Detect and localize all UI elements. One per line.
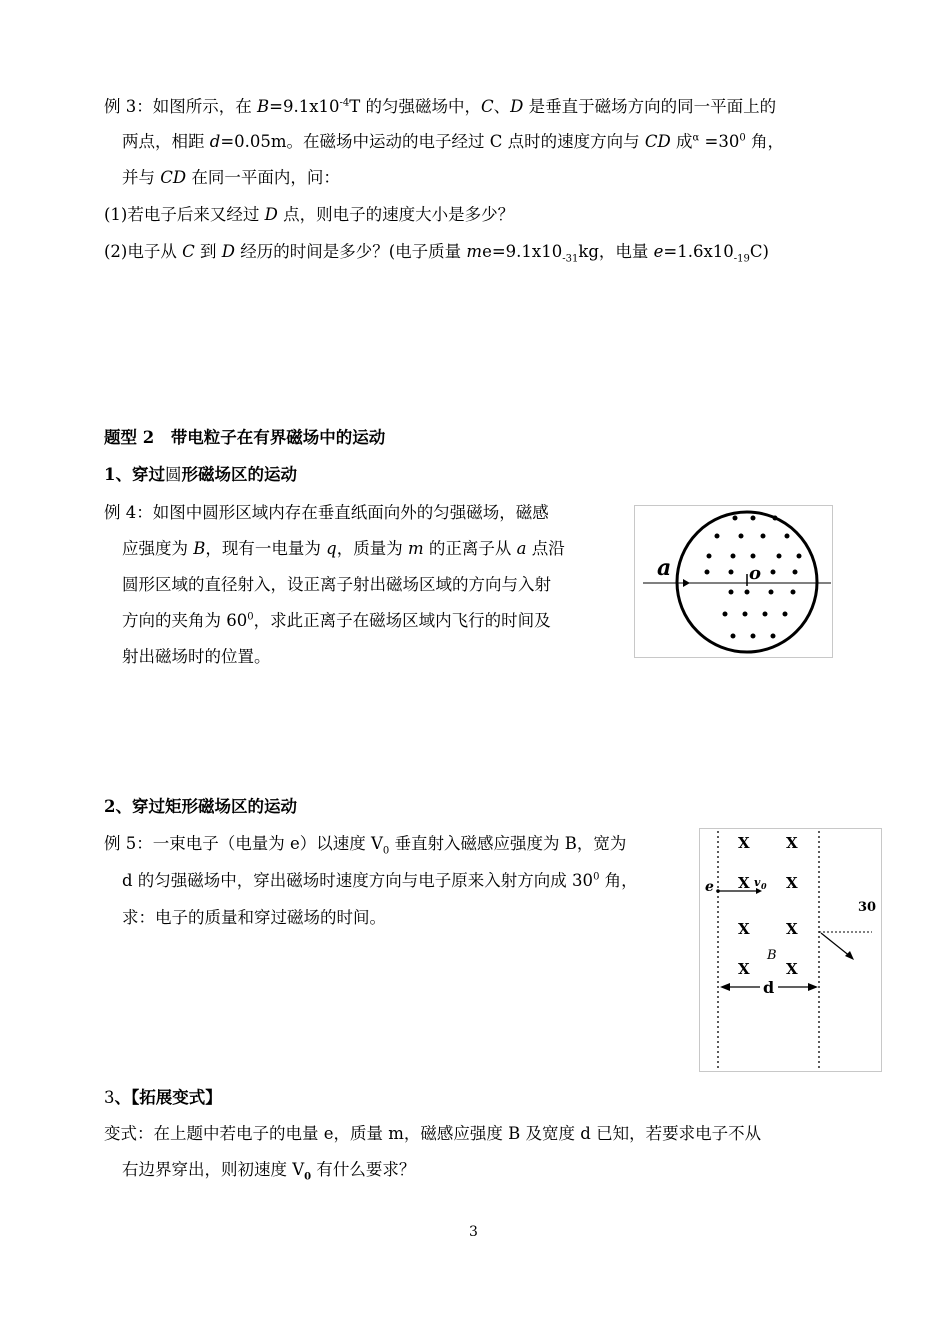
- svg-text:X: X: [738, 960, 750, 978]
- ex5-rectangular-field-figure: [699, 828, 882, 1072]
- ex3-question2: (2)电子从 C 到 D 经历的时间是多少？(电子质量 $me=9.1x10_{-31}kg$，电量 $e=1.6x10_{-19}C$): [104, 242, 769, 265]
- svg-text:X: X: [738, 834, 750, 852]
- ex3-line3: 并与 CD 在同一平面内，问：: [122, 168, 340, 187]
- velocity-subscript-0: 0: [761, 881, 767, 891]
- electron-e-label: e: [705, 879, 714, 895]
- ex4-line2: 应强度为 B，现有一电量为 q，质量为 m 的正离子从 a 点沿: [122, 539, 565, 558]
- rectangular-field-diagram: [700, 829, 881, 1071]
- width-arrow-left-icon: [720, 983, 730, 991]
- field-B-label: B: [767, 948, 777, 963]
- exit-velocity-line: [821, 933, 851, 957]
- ex5-line2: d 的匀强磁场中，穿出磁场时速度方向与电子原来入射方向成 $30^0$ 角，: [122, 871, 638, 890]
- ex3-question1: (1)若电子后来又经过 D 点，则电子的速度大小是多少？: [104, 205, 515, 224]
- extension-line1: 变式：在上题中若电子的电量 e，质量 m，磁感应强度 B 及宽度 d 已知，若要求电子不从: [104, 1124, 762, 1143]
- ex4-line3: 圆形区域的直径射入，设正离子射出磁场区域的方向与入射: [122, 575, 551, 594]
- center-o-label: o: [749, 563, 762, 584]
- entry-arrow-icon: [683, 579, 690, 587]
- svg-text:X: X: [738, 874, 750, 892]
- exit-arrow-icon: [845, 951, 854, 960]
- extension-heading: 3、【拓展变式】: [104, 1088, 222, 1107]
- svg-text:X: X: [738, 920, 750, 938]
- ex4-line1: 例 4：如图中圆形区域内存在垂直纸面向外的匀强磁场，磁感: [104, 503, 549, 522]
- ex4-line5: 射出磁场时的位置。: [122, 647, 271, 666]
- svg-text:X: X: [786, 874, 798, 892]
- svg-text:X: X: [786, 834, 798, 852]
- circular-field-diagram: [635, 506, 832, 657]
- ex5-line3: 求：电子的质量和穿过磁场的时间。: [122, 908, 386, 927]
- ex4-line4: 方向的夹角为 $60^0$，求此正离子在磁场区域内飞行的时间及: [122, 611, 551, 630]
- width-arrow-right-icon: [808, 983, 818, 991]
- subsection-2-title: 2、穿过矩形磁场区的运动: [104, 797, 297, 816]
- width-d-label: d: [763, 978, 775, 997]
- point-a-label: a: [657, 555, 672, 581]
- velocity-v-label: v: [754, 876, 761, 889]
- section-title-type2: 题型 2 带电粒子在有界磁场中的运动: [104, 428, 386, 447]
- angle-30-label: 30: [858, 900, 877, 915]
- subsection-1-title: 1、穿过圆形磁场区的运动: [104, 465, 297, 484]
- extension-line2: 右边界穿出，则初速度 $V_0$ 有什么要求？: [122, 1160, 416, 1183]
- entry-point: [716, 889, 720, 893]
- svg-text:X: X: [786, 920, 798, 938]
- ex4-circular-field-figure: [634, 505, 833, 658]
- ex3-line1: 例 3：如图所示，在 $B=9.1x10^{-4}T$ 的匀强磁场中，C、D 是垂直于磁场方向的同一平面上的: [104, 97, 777, 116]
- ex5-line1: 例 5：一束电子（电量为 e）以速度 $V_0$ 垂直射入磁感应强度为 B，宽为: [104, 834, 627, 857]
- svg-text:X: X: [786, 960, 798, 978]
- page-number: 3: [469, 1224, 478, 1240]
- ex3-line2: 两点，相距 d=0.05m。在磁场中运动的电子经过 C 点时的速度方向与 CD 成$^\alpha =30^0$ 角，: [122, 132, 784, 151]
